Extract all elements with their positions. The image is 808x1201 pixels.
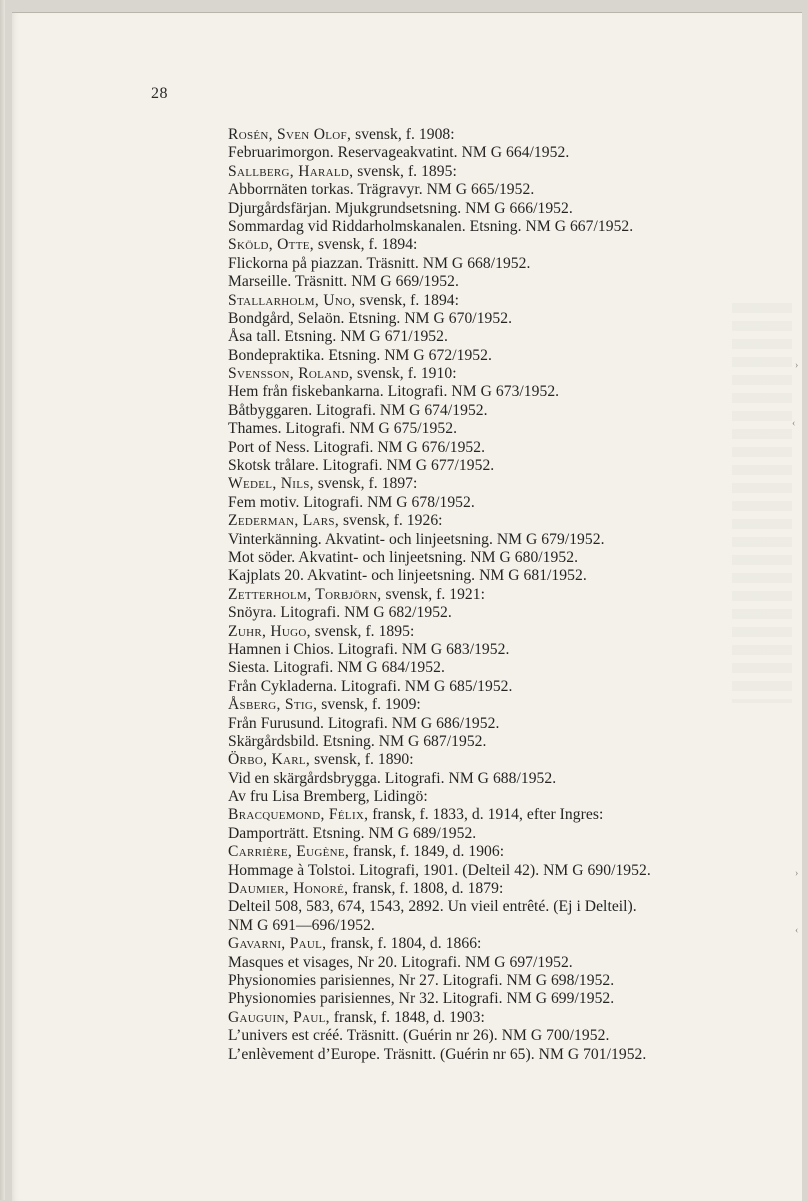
work-description: Hamnen i Chios. Litografi. NM G 683/1952. <box>228 640 510 658</box>
margin-mark: › <box>795 360 799 371</box>
work-description: Skärgårdsbild. Etsning. NM G 687/1952. <box>228 732 487 750</box>
work-description: Vid en skärgårdsbrygga. Litografi. NM G 688/1952. <box>228 769 557 787</box>
work-description: Mot söder. Akvatint- och linjeetsning. NM G 680/1952. <box>228 548 579 566</box>
artist-details: svensk, f. 1921: <box>381 585 486 603</box>
work-description: Kajplats 20. Akvatint- och linjeetsning. NM G 681/1952. <box>228 567 587 585</box>
catalog-line <box>228 862 788 880</box>
catalog-line <box>228 1027 788 1045</box>
work-description: Abborrnäten torkas. Trägravyr. NM G 665/1952. <box>228 181 535 199</box>
artist-name: Åsberg, Stig, <box>228 696 318 714</box>
work-description: L’enlèvement d’Europe. Träsnitt. (Guérin nr 65). NM G 701/1952. <box>228 1045 647 1063</box>
artist-details: svensk, f. 1909: <box>317 696 421 714</box>
margin-mark: ‹ <box>795 925 799 936</box>
catalog-line <box>228 420 788 438</box>
work-description: Bondepraktika. Etsning. NM G 672/1952. <box>228 346 492 364</box>
catalog-line <box>228 402 788 420</box>
artist-heading <box>228 586 788 604</box>
margin-mark: › <box>795 868 799 879</box>
catalog-line <box>228 181 788 199</box>
artist-details: fransk, f. 1849, d. 1906: <box>349 843 505 861</box>
artist-details: svensk, f. 1895: <box>310 622 415 640</box>
artist-name: Bracquemond, Félix, <box>228 806 369 824</box>
catalog-line <box>228 659 788 677</box>
catalog-line <box>228 439 788 457</box>
artist-name: Carrière, Eugène, <box>228 843 350 861</box>
artist-heading <box>228 880 788 898</box>
catalog-line <box>228 494 788 512</box>
artist-name: Zederman, Lars, <box>228 512 340 530</box>
catalog-entries <box>228 126 788 1064</box>
work-description: Marseille. Träsnitt. NM G 669/1952. <box>228 273 459 291</box>
catalog-line <box>228 549 788 567</box>
catalog-line <box>228 917 788 935</box>
artist-name: Svensson, Roland, <box>228 365 354 383</box>
catalog-line <box>228 678 788 696</box>
catalog-line <box>228 328 788 346</box>
artist-heading <box>228 623 788 641</box>
catalog-line <box>228 788 788 806</box>
artist-name: Gavarni, Paul, <box>228 935 327 953</box>
catalog-line <box>228 770 788 788</box>
work-description: Februarimorgon. Reservageakvatint. NM G 664/1952. <box>228 144 570 162</box>
work-description: Vinterkänning. Akvatint- och linjeetsning. NM G 679/1952. <box>228 530 605 548</box>
artist-heading <box>228 236 788 254</box>
artist-details: svensk, f. 1894: <box>355 291 460 309</box>
artist-heading <box>228 751 788 769</box>
catalog-line <box>228 825 788 843</box>
work-description: Från Cykladerna. Litografi. NM G 685/1952. <box>228 677 513 695</box>
catalog-line <box>228 144 788 162</box>
artist-heading <box>228 292 788 310</box>
work-description: NM G 691—696/1952. <box>228 916 375 934</box>
margin-mark: ‹ <box>792 418 796 429</box>
artist-details: svensk, f. 1897: <box>313 475 418 493</box>
artist-heading <box>228 512 788 530</box>
work-description: Av fru Lisa Bremberg, Lidingö: <box>228 788 428 806</box>
artist-heading <box>228 1009 788 1027</box>
artist-heading <box>228 475 788 493</box>
artist-name: Stallarholm, Uno, <box>228 291 356 309</box>
artist-details: fransk, f. 1848, d. 1903: <box>329 1008 485 1026</box>
work-description: L’univers est créé. Träsnitt. (Guérin nr 26). NM G 700/1952. <box>228 1027 610 1045</box>
artist-details: svensk, f. 1890: <box>310 751 414 769</box>
artist-name: Daumier, Honoré, <box>228 880 349 898</box>
catalog-line <box>228 954 788 972</box>
artist-heading <box>228 126 788 144</box>
artist-heading <box>228 806 788 824</box>
catalog-line <box>228 604 788 622</box>
artist-name: Rosén, Sven Olof, <box>228 126 352 143</box>
work-description: Damporträtt. Etsning. NM G 689/1952. <box>228 824 477 842</box>
catalog-line <box>228 457 788 475</box>
work-description: Siesta. Litografi. NM G 684/1952. <box>228 659 445 677</box>
work-description: Från Furusund. Litografi. NM G 686/1952. <box>228 714 500 732</box>
work-description: Port of Ness. Litografi. NM G 676/1952. <box>228 438 486 456</box>
work-description: Åsa tall. Etsning. NM G 671/1952. <box>228 328 448 346</box>
artist-name: Sallberg, Harald, <box>228 162 354 180</box>
work-description: Hommage à Tolstoi. Litografi, 1901. (Delteil 42). NM G 690/1952. <box>228 861 651 879</box>
artist-details: svensk, f. 1908: <box>351 126 455 143</box>
work-description: Djurgårdsfärjan. Mjukgrundsetsning. NM G 666/1952. <box>228 199 573 217</box>
artist-heading <box>228 935 788 953</box>
catalog-line <box>228 1046 788 1064</box>
artist-details: fransk, f. 1804, d. 1866: <box>326 935 482 953</box>
work-description: Masques et visages, Nr 20. Litografi. NM G 697/1952. <box>228 953 573 971</box>
artist-heading <box>228 365 788 383</box>
artist-details: fransk, f. 1833, d. 1914, efter Ingres: <box>368 806 604 824</box>
catalog-line <box>228 715 788 733</box>
catalog-line <box>228 641 788 659</box>
work-description: Skotsk trålare. Litografi. NM G 677/1952. <box>228 457 495 475</box>
catalog-line <box>228 200 788 218</box>
catalog-line <box>228 383 788 401</box>
page-number: 28 <box>151 85 168 102</box>
work-description: Physionomies parisiennes, Nr 32. Litografi. NM G 699/1952. <box>228 990 615 1008</box>
work-description: Hem från fiskebankarna. Litografi. NM G 673/1952. <box>228 383 560 401</box>
catalog-line <box>228 567 788 585</box>
work-description: Båtbyggaren. Litografi. NM G 674/1952. <box>228 401 488 419</box>
page-edge <box>0 0 5 1200</box>
artist-name: Örbo, Karl, <box>228 751 311 769</box>
artist-name: Zetterholm, Torbjörn, <box>228 585 382 603</box>
work-description: Flickorna på piazzan. Träsnitt. NM G 668/1952. <box>228 254 531 272</box>
catalog-line <box>228 990 788 1008</box>
catalog-line <box>228 255 788 273</box>
work-description: Delteil 508, 583, 674, 1543, 2892. Un vieil entrêté. (Ej i Delteil). <box>228 898 637 916</box>
artist-details: svensk, f. 1894: <box>313 236 418 254</box>
artist-heading <box>228 843 788 861</box>
artist-heading <box>228 163 788 181</box>
artist-name: Sköld, Otte, <box>228 236 314 254</box>
work-description: Fem motiv. Litografi. NM G 678/1952. <box>228 493 475 511</box>
catalog-line <box>228 531 788 549</box>
work-description: Thames. Litografi. NM G 675/1952. <box>228 420 458 438</box>
work-description: Sommardag vid Riddarholmskanalen. Etsning. NM G 667/1952. <box>228 217 634 235</box>
artist-name: Wedel, Nils, <box>228 475 314 493</box>
artist-heading <box>228 696 788 714</box>
artist-details: svensk, f. 1910: <box>353 365 457 383</box>
artist-details: svensk, f. 1926: <box>339 512 443 530</box>
work-description: Bondgård, Selaön. Etsning. NM G 670/1952. <box>228 309 513 327</box>
artist-details: svensk, f. 1895: <box>353 162 457 180</box>
catalog-line <box>228 733 788 751</box>
catalog-line <box>228 310 788 328</box>
artist-details: fransk, f. 1808, d. 1879: <box>348 880 504 898</box>
artist-name: Zuhr, Hugo, <box>228 622 311 640</box>
catalog-line <box>228 273 788 291</box>
artist-name: Gauguin, Paul, <box>228 1008 330 1026</box>
work-description: Snöyra. Litografi. NM G 682/1952. <box>228 604 452 622</box>
catalog-line <box>228 898 788 916</box>
work-description: Physionomies parisiennes, Nr 27. Litografi. NM G 698/1952. <box>228 971 615 989</box>
catalog-line <box>228 972 788 990</box>
catalog-line <box>228 347 788 365</box>
catalog-line <box>228 218 788 236</box>
